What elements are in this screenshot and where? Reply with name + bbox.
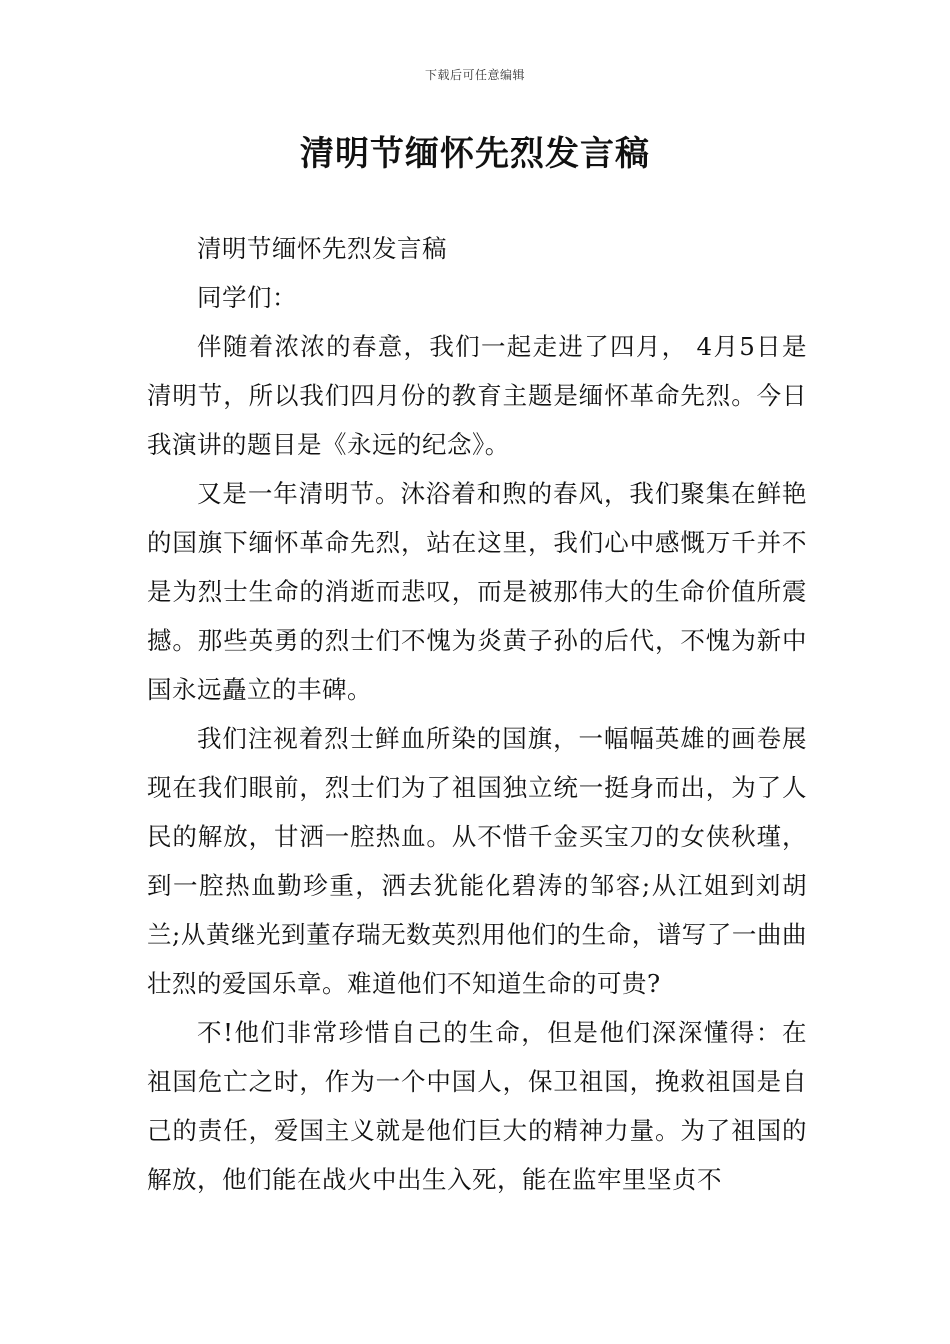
paragraph-3: 我们注视着烈士鲜血所染的国旗，一幅幅英雄的画卷展现在我们眼前，烈士们为了祖国独立统一挺身而出，为了人民的解放，甘洒一腔热血。从不惜千金买宝刀的女侠秋瑾，到一腔热血勤珍重，洒去犹能化碧涛的邹容;从江姐到刘胡兰;从黄继光到董存瑞无数英烈用他们的生命，谱写了一曲曲壮烈的爱国乐章。难道他们不知道生命的可贵? [147, 724, 807, 998]
paragraph-2: 又是一年清明节。沐浴着和煦的春风，我们聚集在鲜艳的国旗下缅怀革命先烈，站在这里，我们心中感慨万千并不是为烈士生命的消逝而悲叹，而是被那伟大的生命价值所震撼。那些英勇的烈士们不愧为炎黄子孙的后代，不愧为新中国永远矗立的丰碑。 [147, 479, 807, 704]
document-title: 清明节缅怀先烈发言稿 [300, 134, 650, 174]
paragraph-greeting: 同学们： [197, 283, 297, 312]
document-body [147, 224, 807, 1204]
paragraph-4: 不!他们非常珍惜自己的生命，但是他们深深懂得：在祖国危亡之时，作为一个中国人，保卫祖国，挽救祖国是自己的责任，爱国主义就是他们巨大的精神力量。为了祖国的解放，他们能在战火中出生入死，能在监牢里坚贞不 [147, 1018, 807, 1194]
paragraph-1: 伴随着浓浓的春意，我们一起走进了四月， 4月5日是清明节，所以我们四月份的教育主题是缅怀革命先烈。今日我演讲的题目是《永远的纪念》。 [147, 332, 807, 459]
paragraph-subtitle: 清明节缅怀先烈发言稿 [197, 234, 447, 263]
header-note: 下载后可任意编辑 [424, 68, 525, 82]
